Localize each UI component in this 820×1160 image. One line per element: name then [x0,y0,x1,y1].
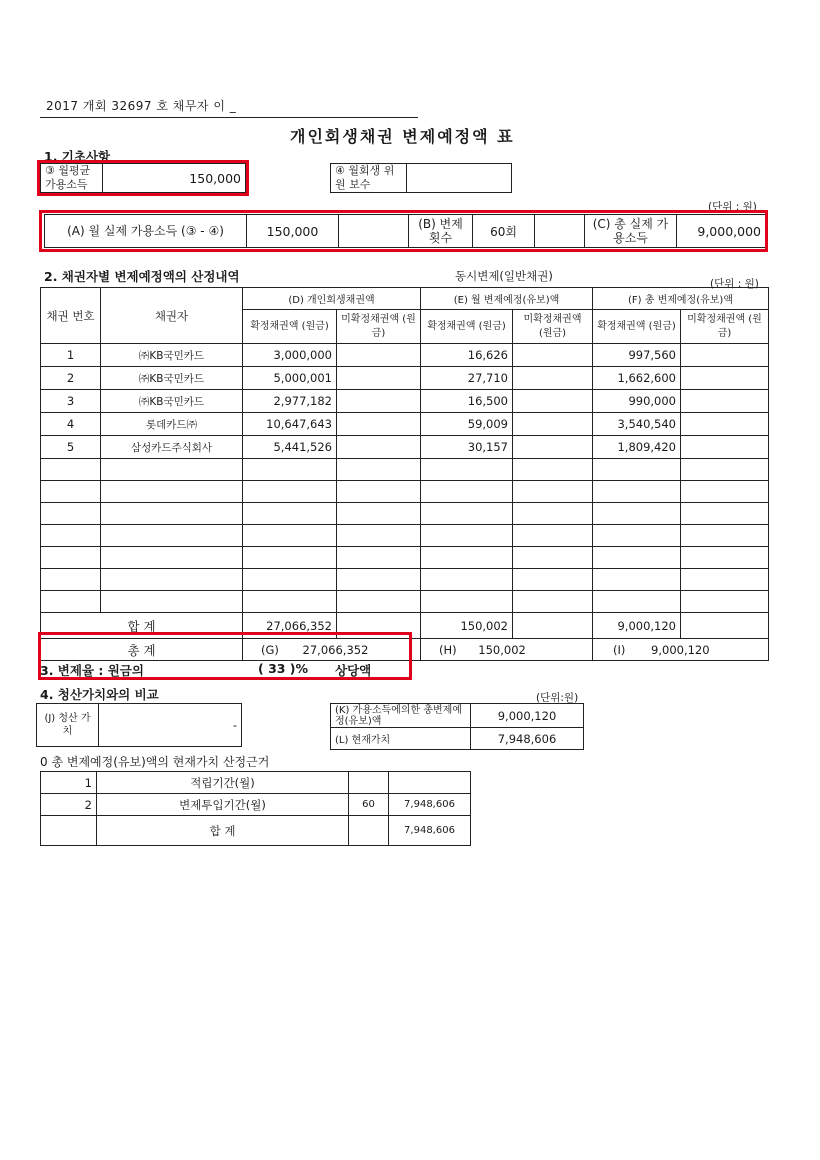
basis-sum-amount: 7,948,606 [389,816,471,846]
sub-e-confirmed: 확정채권액 (원금) [421,310,513,344]
sum-d: 27,066,352 [243,613,337,639]
cell-d1 [243,525,337,547]
total-g-value: 27,066,352 [302,642,369,657]
total-h-label: (H) [439,642,457,657]
table-row [41,591,769,613]
cell-creditor [101,481,243,503]
sub-d-unconfirmed: 미확정채권액 (원금) [337,310,421,344]
j-value: - [99,704,242,747]
cell-d2 [337,481,421,503]
table-row [41,794,471,816]
cell-e2 [513,481,593,503]
sum-f2 [681,613,769,639]
cell-creditor: 삼성카드주식회사 [101,436,243,459]
basis-cell-amount: 7,948,606 [389,794,471,816]
basis-cell-label: 적립기간(월) [97,772,349,794]
table-row [41,481,769,503]
cell-d1 [243,459,337,481]
table-row [41,525,769,547]
basis-cell-amount [389,772,471,794]
cell-e2 [513,503,593,525]
cell-creditor [101,547,243,569]
total-i-label: (I) [613,642,626,657]
cell-f1 [593,525,681,547]
cell-f1: 997,560 [593,344,681,367]
cell-e1: 16,500 [421,390,513,413]
table-row [41,569,769,591]
cell-e1 [421,547,513,569]
cell-d1 [243,503,337,525]
c-label: (C) 총 실제 가용소득 [585,215,677,248]
case-number-line: 2017 개회 32697 호 채무자 이 _ [46,99,237,113]
cell-f2 [681,390,769,413]
income-value: 150,000 [103,164,246,193]
cell-f2 [681,591,769,613]
total-g-label: (G) [261,642,279,657]
creditor-table [40,287,769,661]
cell-d1: 10,647,643 [243,413,337,436]
sum-e: 150,002 [421,613,513,639]
cell-e2 [513,413,593,436]
cell-no: 2 [41,367,101,390]
cell-no: 3 [41,390,101,413]
cell-d1: 2,977,182 [243,390,337,413]
cell-d1: 5,000,001 [243,367,337,390]
cell-e1 [421,503,513,525]
basis-cell-months: 60 [349,794,389,816]
cell-d2 [337,413,421,436]
cell-f2 [681,569,769,591]
col-e-header: (E) 월 변제예정(유보)액 [421,288,593,310]
cell-e1: 16,626 [421,344,513,367]
cell-f2 [681,436,769,459]
cell-f1: 3,540,540 [593,413,681,436]
cell-no [41,547,101,569]
highlight-available-income [39,210,768,252]
cell-d1 [243,591,337,613]
basis-sum-no [41,816,97,846]
total-label: 총 계 [41,639,243,661]
l-label: (L) 현재가치 [331,728,471,750]
cell-f2 [681,344,769,367]
liquidation-table [36,703,242,747]
cell-e2 [513,390,593,413]
rate-label: 3. 변제율 : 원금의 [40,663,144,678]
cell-e2 [513,344,593,367]
section2-subtitle: 동시변제(일반채권) [455,269,553,283]
table-row [41,390,769,413]
basis-cell-label: 변제투입기간(월) [97,794,349,816]
cell-d2 [337,569,421,591]
cell-creditor [101,591,243,613]
rate-suffix: 상당액 [335,663,372,678]
cell-d2 [337,390,421,413]
table-row [41,772,471,794]
cell-f1 [593,591,681,613]
b-value: 60회 [473,215,535,248]
cell-creditor [101,503,243,525]
basis-cell-no: 1 [41,772,97,794]
section1-heading: 1. 기초사항 [44,149,111,164]
total-h-cell [421,639,593,661]
sub-f-confirmed: 확정채권액 (원금) [593,310,681,344]
section2-unit: (단위 : 원) [710,278,759,290]
section1-unit: (단위 : 원) [708,201,757,213]
cell-e1: 59,009 [421,413,513,436]
cell-d1: 5,441,526 [243,436,337,459]
basis-sum-months [349,816,389,846]
cell-e1 [421,525,513,547]
cell-f1 [593,569,681,591]
c-value: 9,000,000 [677,215,766,248]
table-row [41,459,769,481]
l-value: 7,948,606 [471,728,584,750]
total-h-value: 150,002 [478,642,526,657]
cell-no: 4 [41,413,101,436]
cell-e2 [513,459,593,481]
cell-d1 [243,547,337,569]
cell-f2 [681,481,769,503]
cell-no [41,503,101,525]
cell-d2 [337,459,421,481]
cell-e1: 30,157 [421,436,513,459]
trustee-label: ④ 월회생 위원 보수 [331,164,407,193]
cell-no [41,591,101,613]
cell-d1 [243,481,337,503]
cell-f1: 990,000 [593,390,681,413]
cell-d2 [337,344,421,367]
cell-creditor: ㈜KB국민카드 [101,367,243,390]
sub-e-unconfirmed: 미확정채권액 (원금) [513,310,593,344]
cell-f2 [681,547,769,569]
cell-e2 [513,525,593,547]
cell-creditor [101,459,243,481]
col-no-header: 채권 번호 [41,288,101,344]
cell-f1 [593,459,681,481]
trustee-table [330,163,512,193]
cell-creditor [101,569,243,591]
trustee-value [407,164,512,193]
col-d-header: (D) 개인회생채권액 [243,288,421,310]
section2-heading: 2. 채권자별 변제예정액의 산정내역 [44,269,240,284]
sum-f: 9,000,120 [593,613,681,639]
k-label: (K) 가용소득에의한 총변제예정(유보)액 [331,704,471,728]
col-f-header: (F) 총 변제예정(유보)액 [593,288,769,310]
cell-creditor: ㈜KB국민카드 [101,344,243,367]
cell-e2 [513,591,593,613]
cell-f1 [593,481,681,503]
cell-e1 [421,459,513,481]
highlight-income [37,160,249,196]
cell-e2 [513,569,593,591]
cell-no [41,481,101,503]
cell-f1 [593,547,681,569]
present-value-basis-table [40,771,471,846]
table-row [41,436,769,459]
income-label: ③ 월평균 가용소득 [41,164,103,193]
cell-no [41,569,101,591]
sum-label: 합 계 [41,613,243,639]
cell-e1: 27,710 [421,367,513,390]
cell-creditor: 롯데카드㈜ [101,413,243,436]
cell-f2 [681,367,769,390]
basis-cell-months [349,772,389,794]
cell-f2 [681,413,769,436]
section5-heading: 0 총 변제예정(유보)액의 현재가치 산정근거 [40,755,270,769]
cell-d1 [243,569,337,591]
j-label: (J) 청산 가치 [37,704,99,747]
cell-e1 [421,481,513,503]
cell-d2 [337,591,421,613]
cell-f1: 1,662,600 [593,367,681,390]
table-row [41,344,769,367]
cell-d2 [337,503,421,525]
page-title: 개인회생채권 변제예정액 표 [290,127,515,146]
cell-creditor: ㈜KB국민카드 [101,390,243,413]
cell-f2 [681,503,769,525]
a-value: 150,000 [247,215,339,248]
table-row [41,547,769,569]
cell-d2 [337,525,421,547]
cell-d2 [337,547,421,569]
table-row [41,413,769,436]
cell-f2 [681,525,769,547]
a-label: (A) 월 실제 가용소득 (③ - ④) [45,215,247,248]
basis-cell-no: 2 [41,794,97,816]
section4-unit: (단위:원) [536,692,579,704]
cell-e1 [421,569,513,591]
cell-no: 1 [41,344,101,367]
cell-f1: 1,809,420 [593,436,681,459]
cell-no: 5 [41,436,101,459]
cell-f2 [681,459,769,481]
cell-creditor [101,525,243,547]
rate-value: ( 33 )% [258,661,309,676]
sum-e2 [513,613,593,639]
table-row [41,367,769,390]
cell-d2 [337,436,421,459]
header-underline [40,117,418,118]
table-row [41,503,769,525]
cell-d1: 3,000,000 [243,344,337,367]
cell-no [41,459,101,481]
present-value-table [330,703,584,750]
cell-e2 [513,436,593,459]
cell-e2 [513,547,593,569]
cell-f1 [593,503,681,525]
b-label: (B) 변제 횟수 [409,215,473,248]
k-value: 9,000,120 [471,704,584,728]
section4-heading: 4. 청산가치와의 비교 [40,687,159,702]
sub-f-unconfirmed: 미확정채권액 (원금) [681,310,769,344]
basis-sum-label: 합 계 [97,816,349,846]
cell-e2 [513,367,593,390]
cell-no [41,525,101,547]
cell-d2 [337,367,421,390]
col-creditor-header: 채권자 [101,288,243,344]
total-i-value: 9,000,120 [651,642,710,657]
highlight-total-rate [38,632,412,680]
total-i-cell [593,639,769,661]
sub-d-confirmed: 확정채권액 (원금) [243,310,337,344]
cell-e1 [421,591,513,613]
